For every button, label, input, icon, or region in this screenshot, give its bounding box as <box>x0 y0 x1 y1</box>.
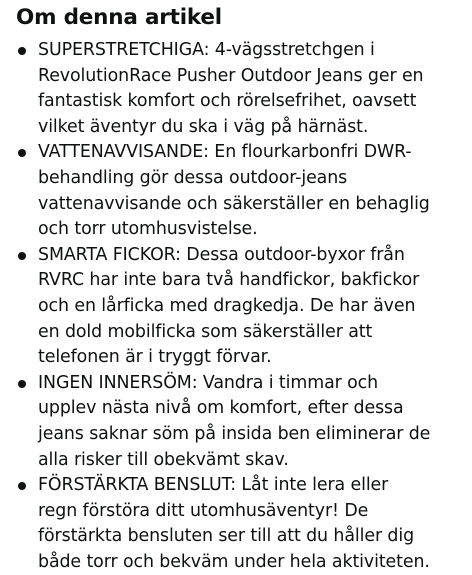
bullet-line: en dold mobilficka som säkerställer att <box>38 321 373 342</box>
bullet-dot-icon <box>18 47 26 55</box>
bullet-line: jeans saknar söm på insida ben eliminerar de <box>38 423 431 444</box>
bullet-line: vilket äventyr du ska i väg på härnäst. <box>38 116 369 137</box>
bullet-line: och torr utomhusvistelse. <box>38 219 258 240</box>
bullet-line: upplev nästa nivå om komfort, efter dessa <box>38 398 404 419</box>
bullet-dot-icon <box>18 482 26 490</box>
bullet-dot-icon <box>18 380 26 388</box>
bullet-line: RVRC har inte bara två handfickor, bakfickor <box>38 270 420 291</box>
bullet-line: både torr och bekväm under hela aktiviteten. <box>38 551 430 572</box>
bullet-line: RevolutionRace Pusher Outdoor Jeans ger en <box>38 65 424 86</box>
bullet-line: förstärkta bensluten ser till att du håller dig <box>38 526 415 547</box>
bullet-line: telefonen är i tryggt förvar. <box>38 347 272 368</box>
feature-bullet-list <box>16 38 462 575</box>
feature-bullet-water-repellent <box>16 140 462 242</box>
section-heading: Om denna artikel <box>16 5 222 30</box>
bullet-line: vattenavvisande och säkerställer en behaglig <box>38 193 430 214</box>
feature-bullet-reinforced-hems <box>16 473 462 575</box>
feature-bullet-smart-pockets <box>16 243 462 371</box>
bullet-line: SUPERSTRETCHIGA: 4-vägsstretchgen i <box>38 40 375 60</box>
bullet-line: fantastisk komfort och rörelsefrihet, oavsett <box>38 91 417 112</box>
bullet-line: regn förstöra ditt utomhusäventyr! De <box>38 500 369 521</box>
bullet-line: SMARTA FICKOR: Dessa outdoor-byxor från <box>38 244 405 265</box>
feature-bullet-superstretch <box>16 38 462 140</box>
bullet-line: INGEN INNERSÖM: Vandra i timmar och <box>38 372 379 393</box>
bullet-dot-icon <box>18 149 26 157</box>
bullet-dot-icon <box>18 252 26 260</box>
bullet-line: och en lårficka med dragkedja. De har även <box>38 295 416 316</box>
bullet-line: FÖRSTÄRKTA BENSLUT: Låt inte lera eller <box>38 475 389 496</box>
feature-bullet-no-inseam <box>16 371 462 473</box>
bullet-line: VATTENAVVISANDE: En flourkarbonfri DWR- <box>38 142 412 163</box>
bullet-line: behandling gör dessa outdoor-jeans <box>38 167 348 188</box>
bullet-line: alla risker till obekvämt skav. <box>38 449 289 470</box>
